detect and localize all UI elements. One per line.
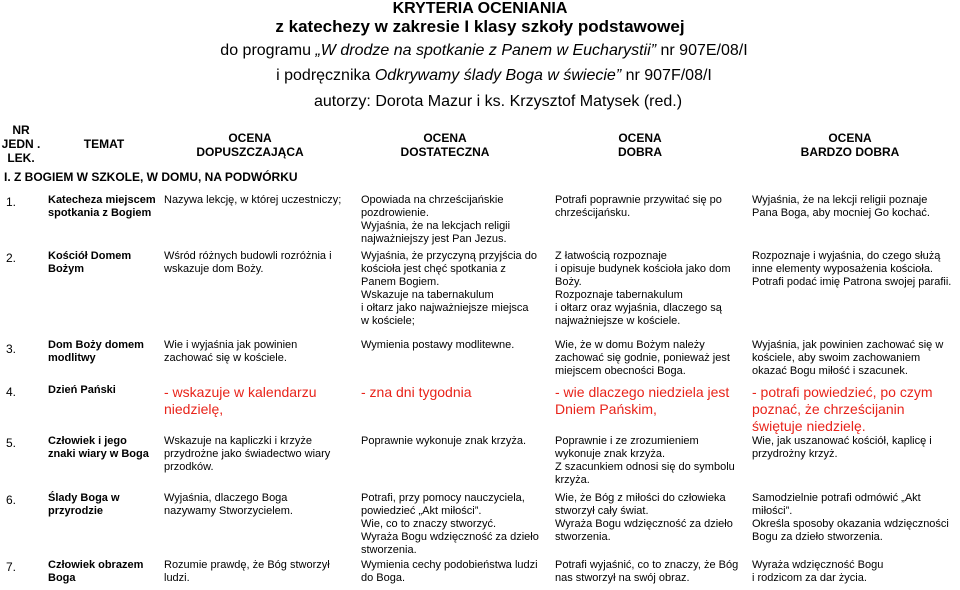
program-line <box>0 41 960 60</box>
row-6-title: Ślady Boga w przyrodzie <box>48 492 120 517</box>
row-3-num: 3. <box>6 342 17 356</box>
row-5-title: Człowiek i jego znaki wiary w Boga <box>48 435 149 460</box>
row-2-num: 2. <box>6 251 17 265</box>
col-dobra-label2: DOBRA <box>618 145 662 159</box>
col-nr-header <box>0 123 42 165</box>
row-2-dopuszczajaca: Wśród różnych budowli rozróżnia i wskazuje dom Boży. <box>164 250 332 275</box>
section-title: I. Z BOGIEM W SZKOLE, W DOMU, NA PODWÓRKU <box>4 170 298 184</box>
row-6-dobra: Wie, że Bóg z miłości do człowieka stworzył cały świat. Wyraża Bogu wdzięczność za dzieło stworzenia. <box>555 492 733 543</box>
row-1-title: Katecheza miejscem spotkania z Bogiem <box>48 194 156 219</box>
col-bardzo-dobra-header <box>745 131 955 159</box>
row-3-dopuszczajaca: Wie i wyjaśnia jak powinien zachować się w kościele. <box>164 339 298 364</box>
row-6-dopuszczajaca: Wyjaśnia, dlaczego Boga nazywamy Stworzycielem. <box>164 492 293 517</box>
row-3-dobra: Wie, że w domu Bożym należy zachować się godnie, ponieważ jest miejscem obecności Boga. <box>555 339 730 377</box>
row-5-dopuszczajaca: Wskazuje na kapliczki i krzyże przydrożne jako świadectwo wiary przodków. <box>164 435 331 473</box>
row-4-title: Dzień Pański <box>48 384 116 396</box>
row-5-num: 5. <box>6 436 17 450</box>
row-4-dobra: - wie dlaczego niedziela jest Dniem Pańskim, <box>555 384 730 417</box>
row-7-bardzo-dobra: Wyraża wdzięczność Bogu i rodzicom za dar życia. <box>752 559 884 584</box>
col-dopuszczajaca-header <box>160 131 340 159</box>
row-2-bardzo-dobra: Rozpoznaje i wyjaśnia, do czego służą inne elementy wyposażenia kościoła. Potrafi podać imię Patrona swojej parafii. <box>752 250 952 288</box>
row-1-bardzo-dobra: Wyjaśnia, że na lekcji religii poznaje Pana Boga, aby mocniej Go kochać. <box>752 194 930 219</box>
row-6-dostateczna: Potrafi, przy pomocy nauczyciela, powiedzieć „Akt miłości”. Wie, co to znaczy stworzyć. Wyraża Bogu wdzięczność za dzieło stworzenia. <box>361 492 539 556</box>
row-5-bardzo-dobra: Wie, jak uszanować kościół, kaplicę i przydrożny krzyż. <box>752 435 932 460</box>
col-dobra-label1: OCENA <box>618 131 662 145</box>
row-1-dopuszczajaca: Nazywa lekcję, w której uczestniczy; <box>164 194 342 206</box>
textbook-number: nr 907F/08/I <box>621 67 712 84</box>
row-7-title: Człowiek obrazem Boga <box>48 559 144 584</box>
row-4-dopuszczajaca: - wskazuje w kalendarzu niedzielę, <box>164 384 317 417</box>
row-5-dobra: Poprawnie i ze zrozumieniem wykonuje znak krzyża. Z szacunkiem odnosi się do symbolu krzyża. <box>555 435 735 486</box>
row-2-dostateczna: Wyjaśnia, że przyczyną przyjścia do kościoła jest chęć spotkania z Panem Bogiem. Wskazuje na tabernakulum i ołtarz jako najważniejsze miejsca w kościele; <box>361 250 537 327</box>
col-dobra-header <box>550 131 730 159</box>
row-5-dostateczna: Poprawnie wykonuje znak krzyża. <box>361 435 527 447</box>
col-nr-label: NR JEDN . LEK. <box>1 123 41 165</box>
col-bardzo-dobra-label2: BARDZO DOBRA <box>800 145 900 159</box>
program-number: nr 907E/08/I <box>656 42 748 59</box>
authors-line: autorzy: Dorota Mazur i ks. Krzysztof Matysek (red.) <box>313 93 683 110</box>
textbook-name: Odkrywamy ślady Boga w świecie” <box>374 67 622 84</box>
doc-subtitle: z katechezy w zakresie I klasy szkoły podstawowej <box>275 17 685 36</box>
textbook-prefix: i podręcznika <box>276 67 375 84</box>
col-bardzo-dobra-label1: OCENA <box>828 131 872 145</box>
row-4-num: 4. <box>6 385 17 399</box>
row-4-bardzo-dobra: - potrafi powiedzieć, po czym poznać, że chrześcijanin świętuje niedzielę. <box>752 384 933 434</box>
row-2-title: Kościół Domem Bożym <box>48 250 132 275</box>
doc-title: KRYTERIA OCENIANIA <box>392 0 568 17</box>
row-2-dobra: Z łatwością rozpoznaje i opisuje budynek kościoła jako dom Boży. Rozpoznaje tabernakulum i ołtarz oraz wyjaśnia, dlaczego są najważniejsze w kościele. <box>555 250 731 327</box>
col-dostateczna-header <box>350 131 540 159</box>
row-1-num: 1. <box>6 195 17 209</box>
row-3-bardzo-dobra: Wyjaśnia, jak powinien zachować się w kościele, aby swoim zachowaniem okazać Bogu miłość i szacunek. <box>752 339 944 377</box>
program-prefix: do programu <box>220 42 316 59</box>
col-dopuszczajaca-label2: DOPUSZCZAJĄCA <box>196 145 304 159</box>
textbook-line <box>0 66 960 85</box>
row-6-bardzo-dobra: Samodzielnie potrafi odmówić „Akt miłości”. Określa sposoby okazania wdzięczności Bogu za dzieło stworzenia. <box>752 492 949 543</box>
row-7-dobra: Potrafi wyjaśnić, co to znaczy, że Bóg nas stworzył na swój obraz. <box>555 559 739 584</box>
col-dostateczna-label1: OCENA <box>423 131 467 145</box>
col-dostateczna-label2: DOSTATECZNA <box>400 145 490 159</box>
row-7-dopuszczajaca: Rozumie prawdę, że Bóg stworzył ludzi. <box>164 559 330 584</box>
col-temat-header: TEMAT <box>83 137 125 151</box>
row-7-dostateczna: Wymienia cechy podobieństwa ludzi do Boga. <box>361 559 538 584</box>
row-1-dostateczna: Opowiada na chrześcijańskie pozdrowienie. Wyjaśnia, że na lekcjach religii najważniejszy jest Pan Jezus. <box>361 194 511 245</box>
row-7-num: 7. <box>6 560 17 574</box>
row-1-dobra: Potrafi poprawnie przywitać się po chrześcijańsku. <box>555 194 722 219</box>
row-3-dostateczna: Wymienia postawy modlitewne. <box>361 339 515 351</box>
row-4-dostateczna: - zna dni tygodnia <box>361 384 472 400</box>
row-6-num: 6. <box>6 493 17 507</box>
program-name: „W drodze na spotkanie z Panem w Eucharystii” <box>315 42 657 59</box>
col-dopuszczajaca-label1: OCENA <box>228 131 272 145</box>
row-3-title: Dom Boży domem modlitwy <box>48 339 144 364</box>
